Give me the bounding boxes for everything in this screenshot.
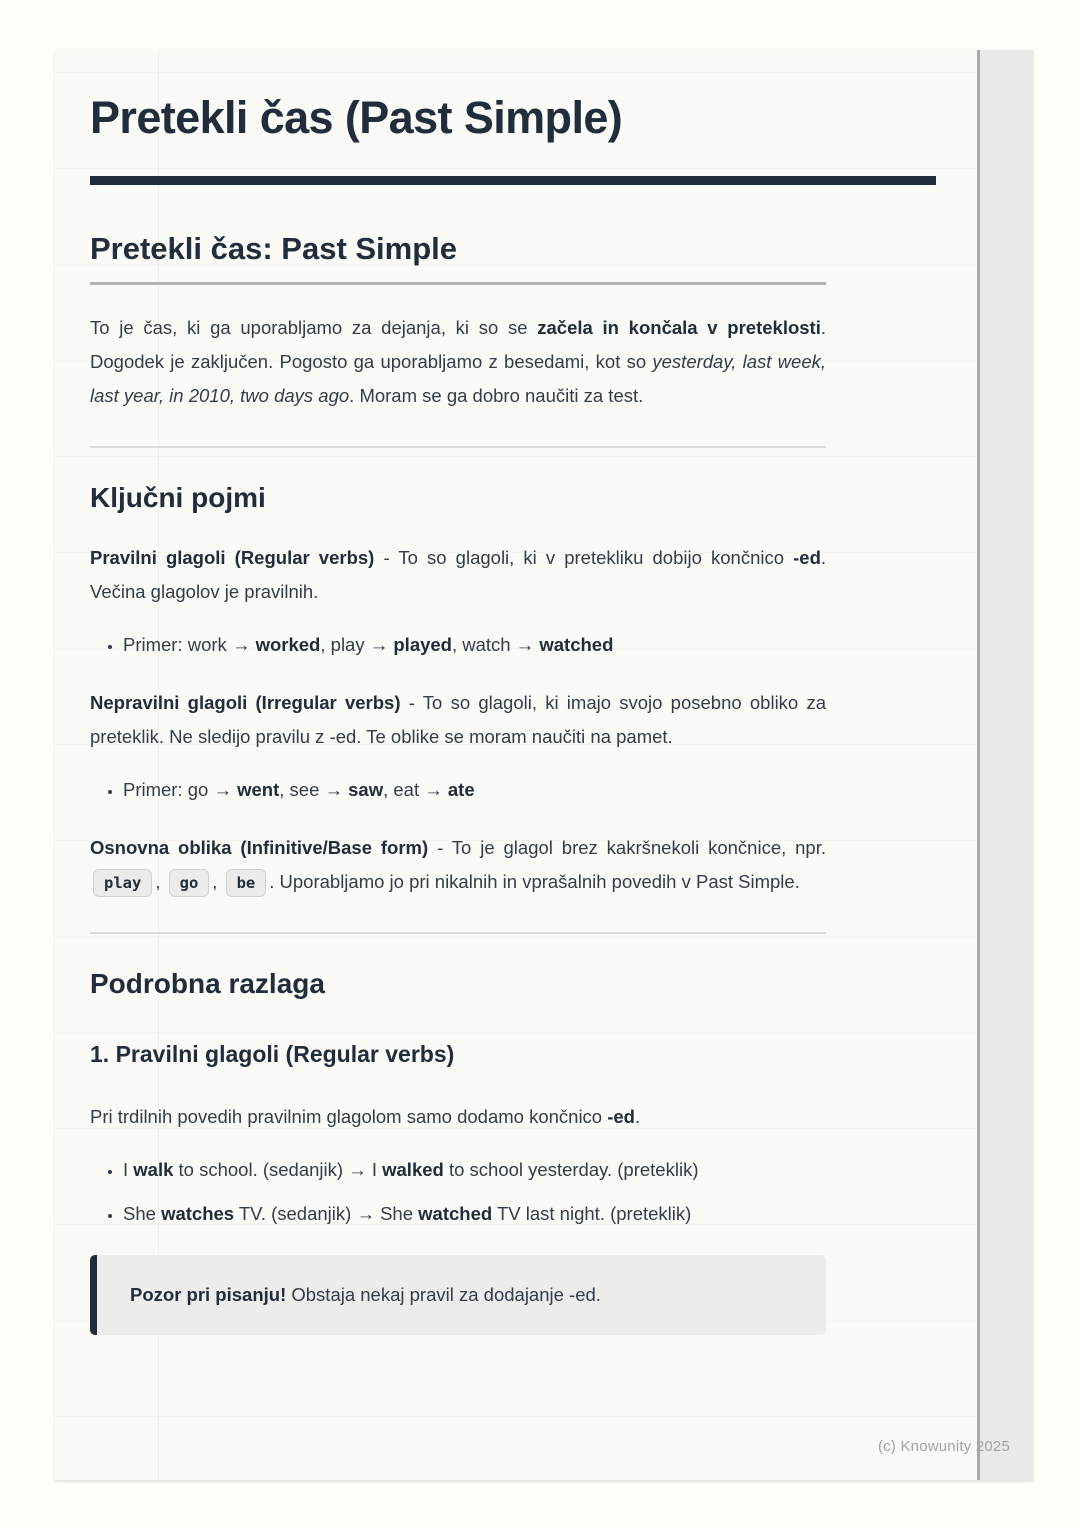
- text-run: .: [634, 1105, 641, 1127]
- text-run: ,: [155, 870, 166, 892]
- text-run-bold: začela in končala v preteklosti: [537, 316, 821, 338]
- subsection-heading-regular: 1. Pravilni glagoli (Regular verbs): [90, 1040, 455, 1067]
- text-column: [90, 231, 826, 1335]
- text-run: She: [123, 1202, 162, 1224]
- text-run-bold: watches: [161, 1202, 235, 1224]
- text-run: Pri trdilnih povedih pravilnim glagolom samo dodamo končnico: [90, 1105, 608, 1127]
- text-run-bold: watched: [418, 1202, 493, 1224]
- text-run: , see →: [279, 778, 349, 800]
- list-item: [123, 1158, 826, 1182]
- text-run: To je čas, ki ga uporabljamo za dejanja, ki so se: [90, 316, 538, 338]
- text-run-bold: Nepravilni glagoli (Irregular verbs): [90, 691, 401, 713]
- title-divider: [90, 176, 936, 185]
- text-run-bold: walked: [382, 1158, 444, 1180]
- text-run-bold: played: [393, 633, 452, 655]
- code-chip: go: [169, 869, 210, 897]
- text-run-bold: -ed: [607, 1105, 635, 1127]
- text-run: Primer: go →: [123, 778, 238, 800]
- text-run: , watch →: [451, 633, 540, 655]
- heading-underline: [90, 282, 826, 285]
- regular-lead-paragraph: [90, 1100, 826, 1134]
- irregular-example-list: [90, 778, 826, 802]
- text-run-bold: walk: [133, 1158, 174, 1180]
- sentence-example-list: [90, 1158, 826, 1226]
- list-item: [123, 778, 826, 802]
- section-heading-past-simple: Pretekli čas: Past Simple: [90, 230, 458, 266]
- text-run-bold: Osnovna oblika (Infinitive/Base form): [90, 836, 429, 858]
- document-page: [55, 50, 1033, 1480]
- text-run: - To je glagol brez kakršnekoli končnice, npr.: [428, 836, 827, 858]
- text-run-bold: ate: [447, 778, 475, 800]
- section-divider: [90, 446, 826, 448]
- text-run-bold: Pozor pri pisanju!: [130, 1283, 287, 1305]
- text-run: to school yesterday. (preteklik): [443, 1158, 699, 1180]
- scrollbar[interactable]: [977, 50, 1033, 1480]
- callout-text: [130, 1283, 802, 1307]
- text-run: I: [123, 1158, 134, 1180]
- copyright-watermark: (c) Knowunity 2025: [877, 1438, 1010, 1455]
- text-run: ,: [212, 870, 223, 892]
- text-run: TV last night. (preteklik): [492, 1202, 692, 1224]
- text-run-bold: saw: [348, 778, 384, 800]
- code-chip: be: [226, 869, 267, 897]
- page-title: Pretekli čas (Past Simple): [90, 92, 623, 143]
- base-form-definition: [90, 831, 826, 899]
- text-run-bold: worked: [255, 633, 321, 655]
- text-run: . Moram se ga dobro naučiti za test.: [349, 384, 644, 406]
- irregular-verbs-definition: [90, 686, 826, 754]
- text-run: - To so glagoli, ki imajo svojo posebno obliko za preteklik. Ne sledijo pravilu z -ed. Te oblike se moram naučiti na pamet.: [90, 691, 826, 747]
- scrollbar-thumb[interactable]: [980, 50, 1033, 1480]
- regular-example-list: [90, 633, 826, 657]
- text-run: - To so glagoli, ki v pretekliku dobijo končnico: [374, 546, 794, 568]
- text-run: . Večina glagolov je pravilnih.: [90, 546, 827, 602]
- text-run-bold: -ed: [793, 546, 821, 568]
- section-heading-key-terms: Ključni pojmi: [90, 481, 266, 513]
- text-run-italic: yesterday, last week, last year, in 2010, two days ago: [90, 350, 826, 406]
- text-run: Obstaja nekaj pravil za dodajanje -ed.: [286, 1283, 601, 1305]
- section-heading-detail: Podrobna razlaga: [90, 967, 325, 999]
- text-run-bold: went: [237, 778, 280, 800]
- text-run: . Dogodek je zaključen. Pogosto ga uporabljamo z besedami, kot so: [90, 316, 826, 372]
- list-item: [123, 1202, 826, 1226]
- section-divider: [90, 932, 826, 934]
- text-run: Primer: work →: [123, 633, 256, 655]
- text-run: to school. (sedanjik) → I: [173, 1158, 383, 1180]
- callout-note: [90, 1255, 826, 1335]
- text-run-bold: Pravilni glagoli (Regular verbs): [90, 546, 375, 568]
- list-item: [123, 633, 826, 657]
- text-run: , play →: [320, 633, 394, 655]
- regular-verbs-definition: [90, 541, 826, 609]
- text-run: . Uporabljamo jo pri nikalnih in vprašalnih povedih v Past Simple.: [269, 870, 800, 892]
- intro-paragraph: [90, 311, 826, 413]
- text-run-bold: watched: [539, 633, 614, 655]
- text-run: TV. (sedanjik) → She: [234, 1202, 419, 1224]
- text-run: , eat →: [383, 778, 448, 800]
- document-content: [90, 50, 936, 1335]
- code-chip: play: [93, 869, 152, 897]
